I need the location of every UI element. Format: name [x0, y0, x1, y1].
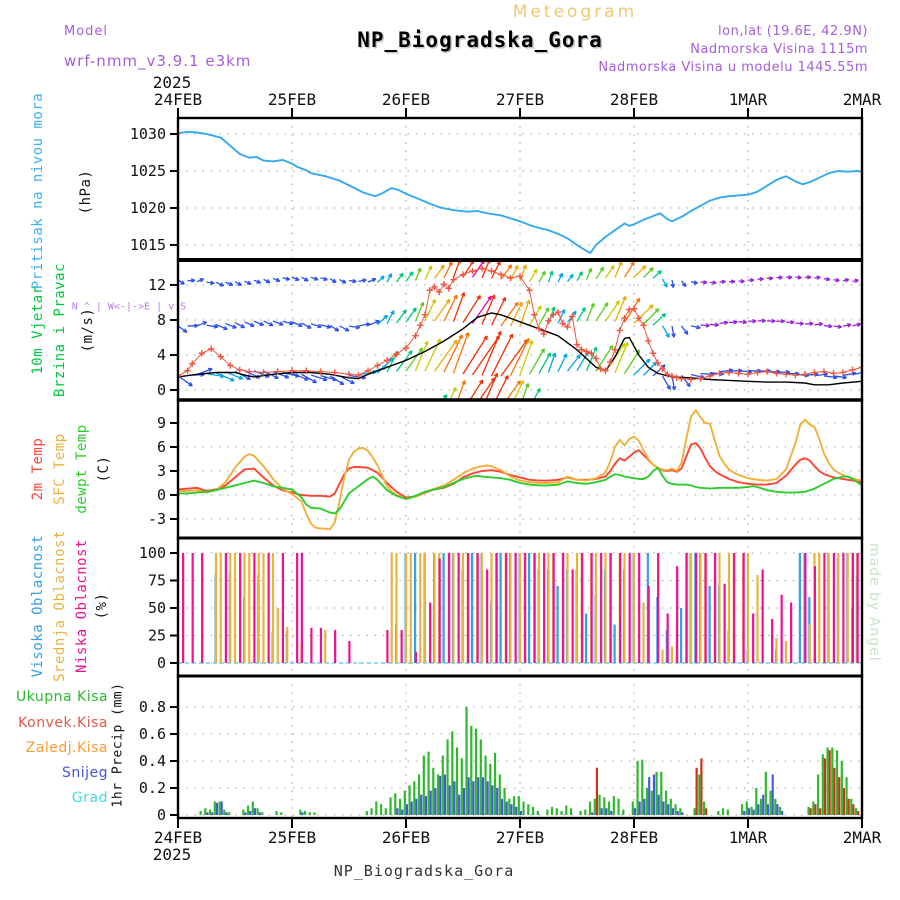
cloud-axis-unit: (%)	[94, 592, 110, 620]
svg-text:25: 25	[147, 626, 166, 645]
model-elevation-text: Nadmorska Visina u modelu 1445.55m	[598, 60, 868, 75]
svg-text:1030: 1030	[129, 125, 166, 143]
wind-axis-unit: (m/s)	[80, 307, 96, 353]
svg-text:24FEB: 24FEB	[153, 90, 203, 109]
svg-text:24FEB: 24FEB	[153, 828, 203, 847]
svg-text:2025: 2025	[152, 845, 192, 864]
cloud-low-axis-title: Niska Oblacnost	[74, 539, 90, 673]
svg-text:2MAR: 2MAR	[842, 828, 882, 847]
svg-text:0: 0	[156, 654, 166, 672]
temp-2m-axis-title: 2m Temp	[30, 437, 46, 501]
cloud-high-axis-title: Visoka Oblacnost	[30, 534, 46, 678]
svg-text:0.8: 0.8	[138, 698, 166, 716]
legend-snow: Snijeg	[61, 765, 108, 781]
svg-text:4: 4	[156, 346, 166, 364]
svg-text:8: 8	[156, 311, 166, 329]
svg-text:2MAR: 2MAR	[842, 90, 882, 109]
model-name: wrf-nmm_v3.9.1 e3km	[64, 52, 252, 70]
svg-text:0: 0	[156, 486, 166, 504]
svg-text:25FEB: 25FEB	[267, 828, 317, 847]
svg-text:26FEB: 26FEB	[381, 828, 431, 847]
svg-text:27FEB: 27FEB	[495, 90, 545, 109]
svg-text:6: 6	[156, 438, 166, 456]
legend-hail: Grad	[71, 790, 108, 806]
model-label: Model	[64, 24, 109, 39]
pressure-grid	[178, 118, 862, 260]
svg-text:3: 3	[156, 462, 166, 480]
svg-text:28FEB: 28FEB	[609, 90, 659, 109]
svg-text:1MAR: 1MAR	[728, 90, 768, 109]
temperature-grid	[178, 400, 862, 538]
temp-axis-unit: (C)	[96, 455, 112, 483]
legend-convective-rain: Konvek.Kisa	[18, 715, 108, 731]
temp-dew-axis-title: dewpt Temp	[74, 424, 90, 514]
svg-text:0: 0	[156, 806, 166, 824]
legend-total-rain: Ukupna Kisa	[15, 689, 108, 705]
wind-axis-title-2: Brzina i Pravac	[52, 263, 68, 397]
lonlat-text: lon,lat (19.6E, 42.9N)	[718, 24, 868, 39]
page-title: NP_Biogradska_Gora	[357, 28, 603, 52]
svg-text:26FEB: 26FEB	[381, 90, 431, 109]
temperature-series	[178, 410, 862, 529]
svg-text:1025: 1025	[129, 162, 166, 180]
svg-text:0.4: 0.4	[138, 752, 166, 770]
svg-text:100: 100	[138, 544, 166, 562]
cloud-bars	[178, 553, 862, 663]
watermark: made by Angel	[866, 543, 882, 662]
page-header-kicker: Meteogram	[512, 2, 638, 22]
temp-sfc-axis-title: SFC Temp	[52, 433, 68, 505]
pressure-axis-title: Pritisak na nivou mora	[30, 92, 46, 290]
legend-freezing-rain: Zaledj.Kisa	[25, 740, 108, 756]
svg-text:25FEB: 25FEB	[267, 90, 317, 109]
precip-axis-unit: 1hr Precip (mm)	[110, 682, 126, 808]
cloud-mid-axis-title: Srednja Oblacnost	[52, 530, 68, 682]
svg-text:1020: 1020	[129, 199, 166, 217]
svg-text:28FEB: 28FEB	[609, 828, 659, 847]
compass-rose-icon: N ^ | W<-|->E | v S	[71, 301, 187, 313]
pressure-axis-unit: (hPa)	[78, 169, 94, 215]
svg-text:12: 12	[147, 276, 166, 294]
chart-caption: NP_Biogradska_Gora	[333, 862, 515, 880]
svg-text:2025: 2025	[152, 73, 192, 92]
wind-axis-title-1: 10m Vjetar	[30, 285, 46, 375]
elevation-text: Nadmorska Visina 1115m	[690, 42, 868, 57]
wind-series	[175, 259, 876, 411]
svg-text:75: 75	[147, 571, 166, 590]
svg-text:50: 50	[147, 599, 166, 617]
svg-text:9: 9	[156, 414, 166, 432]
svg-text:1015: 1015	[129, 236, 166, 254]
svg-text:1MAR: 1MAR	[728, 828, 768, 847]
precip-grid	[178, 676, 862, 818]
svg-text:0.2: 0.2	[138, 779, 166, 797]
svg-text:27FEB: 27FEB	[495, 828, 545, 847]
svg-text:-3: -3	[147, 510, 166, 528]
svg-text:0.6: 0.6	[138, 725, 166, 743]
svg-text:0: 0	[156, 381, 166, 399]
